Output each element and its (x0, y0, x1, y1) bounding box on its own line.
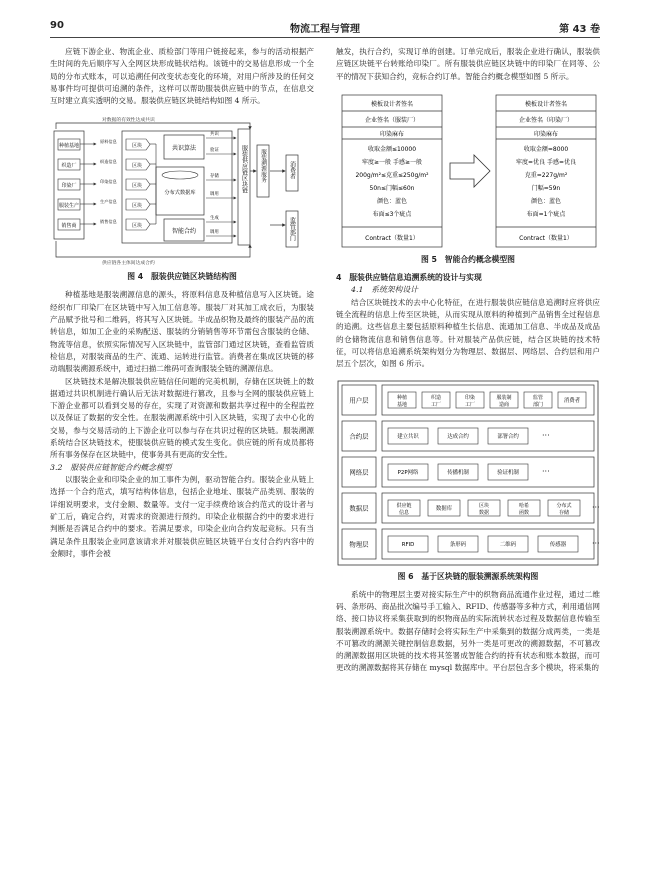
fig4-node-label: 印染厂 (61, 183, 77, 190)
fig6-layer-name: 用户层 (349, 396, 369, 405)
figure-6 (336, 379, 600, 567)
fig4-flow-label: 验证 (210, 148, 219, 154)
fig4-info-label: 原料信息 (100, 139, 117, 145)
fig5-left-term: 布面≤3个疵点 (372, 210, 412, 218)
section-heading-4: 4 服装供应链信息追溯系统的设计与实现 (336, 272, 482, 282)
fig4-flow-label: 存储 (210, 174, 219, 180)
fig5-right-term: 颜色：蓝色 (530, 197, 562, 205)
fig5-right-term: 牢度=优良 手感=优良 (516, 158, 576, 166)
fig6-layer-name: 物理层 (349, 540, 369, 549)
fig6-layer-name: 网络层 (349, 468, 369, 477)
fig4-info-label: 销售信息 (100, 219, 117, 225)
fig4-block-label: 区块 (131, 203, 143, 210)
fig5-left-title: 模板设计者签名 (370, 100, 414, 108)
fig6-more-label: ··· (592, 502, 600, 512)
paragraph: 结合区块链技术的去中心化特征，在进行服装供应链信息追溯时应将供应链全流程的信息上传至区块链，从而实现从原料的种植到产品销售全过程信息的追溯。这些信息主要包括原料种植生长信息、流通加工信息、半成品及成品的仓储物流信息和销售信息等。针对服装产品供应链，结合区块链的技术特征，可以将信息追溯系统架构划分为物理层、数据层、网络层、合约层和用户层五个层次，如图 6 所示。 (336, 297, 600, 369)
figure-5 (336, 91, 600, 251)
fig4-flow-label: 调用 (210, 192, 219, 198)
system-architecture-diagram (336, 379, 600, 567)
fig6-item-label: 数据库 (435, 505, 453, 512)
fig6-item-label: 分布式 (556, 502, 572, 509)
fig6-item-label: 建立共识 (397, 433, 419, 440)
section-heading-3-2: 3.2 服装供应链智能合约概念模型 (50, 462, 172, 472)
fig5-left-term: 200g/m²≤克重≤250g/m² (355, 171, 429, 179)
fig6-item-label: 达成合约 (447, 433, 469, 440)
fig4-flow-label: 共识 (210, 132, 219, 138)
fig5-left-term: 收取金额≤10000 (367, 145, 417, 153)
fig6-layer-name: 合约层 (349, 432, 369, 441)
fig5-right-term: 克重=227g/m² (524, 171, 568, 179)
fig6-item-label: 基地 (396, 401, 408, 408)
fig5-left-enterprise: 企业签名（服装厂） (364, 116, 420, 124)
fig4-info-label: 印染信息 (100, 179, 117, 185)
fig6-item-label: 二维码 (499, 541, 517, 548)
fig6-item-label: 数据 (478, 509, 490, 516)
fig6-item-label: 信息 (398, 509, 410, 516)
figure-4-caption: 图 4 服装供应链区块链结构图 (127, 272, 237, 282)
fig6-item-label: 种植 (396, 394, 408, 401)
fig4-block-label: 区块 (131, 183, 143, 190)
fig6-item-label: 部门 (532, 401, 544, 408)
journal-title: 物流工程与管理 (290, 24, 360, 35)
paragraph: 以服装企业和印染企业的加工事件为例，驱动智能合约。服装企业从链上选择一个合约范式，填写结构体信息，包括企业地址、服装产品类别、服装的详细说明要求，支付金额、数量等。支付一定手续费给该合约范式的设计者与矿工后，确定合约，对需求的资源进行预约。印染企业根据合约中的要求进行判断是否满足合约中的要求。若满足要求，印染企业向合约发起竞标。只有当满足条件且服装企业同意该请求并对服装供应链区块链平台支付合约内容中的金额时，事件会被 (50, 475, 314, 558)
fig6-item-label: 监管 (532, 394, 544, 401)
fig6-item-label: 服装制 (496, 394, 512, 401)
fig5-left-section: 印染麻布 (379, 130, 405, 138)
arrow-right-icon (450, 155, 490, 187)
header-rule (50, 37, 600, 38)
fig4-regulator-label: 监管部门 (288, 217, 296, 242)
fig6-item-label: 哈希 (518, 502, 530, 509)
fig6-item-label: 传感器 (549, 541, 567, 548)
left-column (50, 46, 314, 560)
fig6-item-label: 区块 (478, 502, 490, 509)
fig6-item-label: 织造 (430, 394, 442, 401)
fig4-database: 分布式数据库 (164, 190, 196, 197)
figure-6-caption: 图 6 基于区块链的服装溯源系统架构图 (397, 571, 539, 581)
fig5-left-term: 牢度≥一般 手感≥一般 (362, 158, 422, 166)
fig4-node-label: 织造厂 (61, 163, 77, 170)
fig6-item-label: 验证机制 (497, 469, 519, 476)
figure-5-caption: 图 5 智能合约概念模型图 (421, 254, 515, 264)
fig6-item-label: 造商 (498, 401, 510, 408)
fig5-right-section: 印染麻布 (533, 130, 559, 138)
fig5-right-footer: Contract（数量1） (519, 234, 573, 242)
fig5-left-term: 颜色：蓝色 (376, 197, 408, 205)
database-icon (162, 171, 198, 179)
paragraph: 区块链技术是解决服装供应链信任问题的完美机制，存储在区块链上的数据通过共识机制进行确认后无法对数据进行篡改，且参与全网的服装供应链上下游企业都可以看到交易的存在，实现了对资源和数据共享过程中的全程监控以及保证了数据的安全性。在服装溯源系统中引入区块链，实现了去中心化的交易，参与交易活动的上下游企业可以参与存在共识过程的区块链。服装溯源系统结合区块链技术，使服装供应链的模式发生变化。供应链的所有成员都将所有事务保存在区块链中，使事务具有更高的安全性。 (50, 376, 314, 460)
paragraph: 触发，执行合约，实现订单的创建。订单完成后，服装企业进行确认，服装供应链区块链平台转账给印染厂。所有服装供应链区块链中的印染厂在同等、公平的情况下获知合约，竞标合约订单。智能合约概念模型如图 5 所示。 (336, 47, 600, 81)
fig4-block-label: 区块 (131, 143, 143, 150)
fig6-more-label: ··· (592, 538, 600, 548)
fig5-left-footer: Contract（数量1） (365, 234, 419, 242)
fig6-item-label: 传播机制 (447, 469, 469, 476)
fig4-info-label: 织造信息 (100, 159, 117, 165)
fig4-chain-label: 服装供应链区块链 (240, 145, 248, 194)
fig5-right-enterprise: 企业签名（印染厂） (518, 116, 574, 124)
fig4-node-label: 服装生产 (58, 203, 80, 210)
fig6-item-label: 消费者 (563, 397, 581, 404)
fig5-right-title: 模板设计者签名 (524, 100, 568, 108)
fig4-block-label: 区块 (131, 163, 143, 170)
fig6-item-label: 函数 (518, 509, 530, 516)
fig4-node-label: 种植基地 (58, 143, 80, 150)
blockchain-structure-diagram (50, 115, 314, 265)
fig6-item-label: 印染 (464, 394, 476, 401)
fig5-right-term: 布面=1个疵点 (526, 210, 566, 218)
fig4-flow-label: 生成 (210, 216, 219, 222)
fig6-item-label: 工厂 (464, 401, 476, 408)
fig4-flow-label: 调用 (210, 230, 219, 236)
fig6-item-label: 存储 (558, 509, 570, 516)
fig5-right-term: 门幅=59n (531, 184, 561, 192)
fig6-item-label: 部署合约 (497, 433, 519, 440)
fig5-left-term: 50n≤门幅≤60n (369, 184, 415, 192)
fig6-item-label: RFID (401, 541, 415, 548)
section-heading-4-1: 4.1 系统架构设计 (351, 285, 418, 295)
fig6-layer-name: 数据层 (349, 504, 369, 513)
page-number: 90 (50, 20, 64, 31)
fig4-platform-label: 服装溯源服务 (260, 149, 266, 184)
paragraph: 系统中的物理层主要对接实际生产中的织物商品流通作业过程，通过二维码、条形码、商品批次编号手工输入、RFID、传感器等多种方式，利用通信网络、接口协议将采集获取到的织物商品的实际流转状态过程及数据信息传输至服装溯源系统中。数据存储时会将实际生产中采集到的数据分成两类，一类是不可篡改的溯源关键控制信息数据，另外一类是可更改的溯源数据，不可篡改的溯源数据用区块链的技术将其签署成智能合约的持有状态和账本数据，而可更改的溯源数据将其存储在 mysql 数据库中。平台层包含多个模块，将采集的 (336, 589, 600, 673)
fig6-item-label: 条形码 (449, 541, 467, 548)
paragraph: 应链下游企业、物流企业、质检部门等用户链接起来，参与的活动根据产生时间的先后顺序写入全网区块形成链状结构。该链中的交易信息形成一个全局的分布式账本，可以追溯任何改变状态变化的环境，对用户所涉及的任何交易事件均可提供可追溯的条件，这样可以帮助服装供应链中的节点，在信息交互时建立真实透明的交易。服装供应链区块链结构如图 4 所示。 (50, 47, 314, 106)
fig4-node-label: 销售商 (61, 223, 77, 230)
right-column (336, 46, 600, 675)
fig4-bottom-note: 供应链各主体间达成合约 (102, 261, 155, 266)
fig6-more-label: ··· (542, 430, 550, 440)
fig5-right-term: 收取金额=8000 (523, 145, 569, 153)
volume-label: 第 43 卷 (559, 24, 600, 35)
fig6-more-label: ··· (542, 466, 550, 476)
fig4-contract: 智能合约 (171, 228, 197, 236)
fig6-item-label: 工厂 (430, 401, 442, 408)
fig6-item-label: 供应链 (396, 502, 412, 509)
page-header (50, 20, 600, 34)
paragraph: 种植基地是服装溯源信息的源头，将原料信息及种植信息写入区块链。途经织布厂印染厂在区块链中写入加工信息等。服装厂对其加工成衣后，为服装产品赋予批号和二维码，将其写入区块链。半成品织物及最终的服装产品的流转信息，如加工企业的采购配送、服装的分销销售等环节需包含服装的仓储、物流等信息，依照实际情况写入区块链中，监管部门通过区块链，查看监管质检信息，对服装商品的生产、流通、运转进行监管。消费者在集成区块链的移动端服装溯源系统中，通过扫描二维码可查询服装全链的溯源信息。 (50, 290, 314, 374)
fig4-top-note: 对数据的有效性达成共识 (102, 118, 155, 124)
fig6-item-label: P2P网络 (397, 469, 419, 476)
fig4-consumer-label: 消费者 (288, 161, 296, 180)
figure-4 (50, 115, 314, 265)
smart-contract-model-diagram (336, 91, 600, 251)
fig4-consensus: 共识算法 (171, 145, 197, 153)
fig4-block-label: 区块 (131, 223, 143, 230)
fig4-info-label: 生产信息 (100, 199, 117, 205)
